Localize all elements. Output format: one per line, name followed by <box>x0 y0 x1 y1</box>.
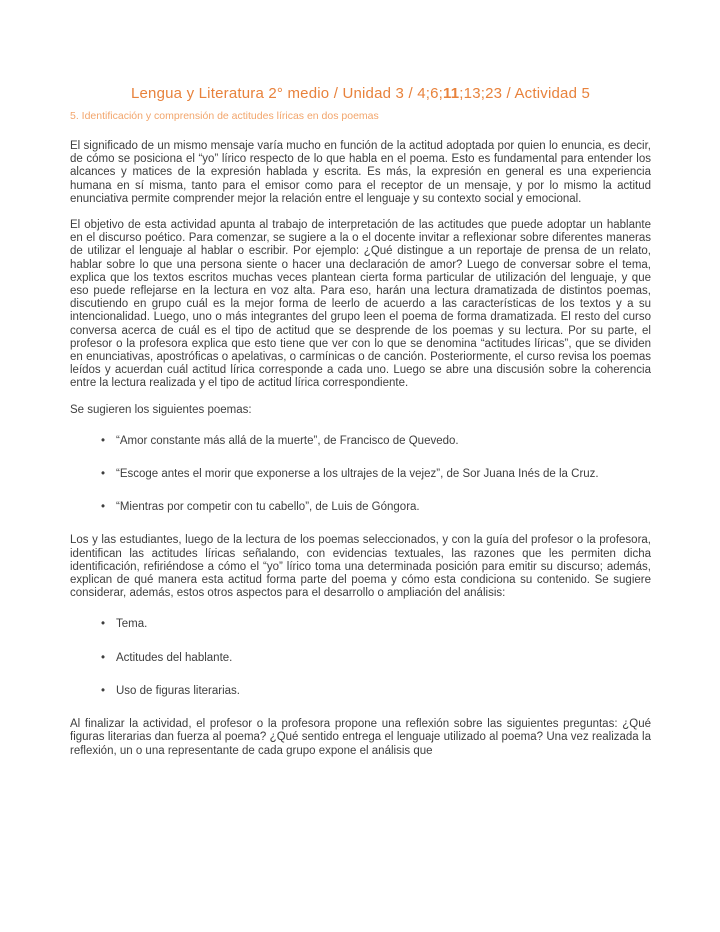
document-body <box>70 140 651 758</box>
closing-paragraph: Al finalizar la actividad, el profesor o la profesora propone una reflexión sobre las siguientes preguntas: ¿Qué figuras literarias dan fuerza al poema? ¿Qué sentido entrega el lenguaje utilizado al poema? Una vez realizada la reflexión, un o una representante de cada grupo expone el análisis que <box>70 718 651 757</box>
poems-list <box>70 435 651 515</box>
poem-item: • “Amor constante más allá de la muerte”, de Francisco de Quevedo. <box>100 435 651 448</box>
poem-item: • “Escoge antes el morir que exponerse a los ultrajes de la vejez”, de Sor Juana Inés de la Cruz. <box>100 468 651 481</box>
page-title-prefix: Lengua y Literatura 2° medio / Unidad 3 / 4;6; <box>130 85 444 102</box>
aspect-item: • Actitudes del hablante. <box>100 652 651 665</box>
analysis-aspects-list <box>70 618 651 698</box>
page-title <box>70 84 651 103</box>
students-task-paragraph: Los y las estudiantes, luego de la lectura de los poemas seleccionados, y con la guía del profesor o la profesora, identifican las actitudes líricas señalando, con evidencias textuales, las razones que les permiten dicha identificación, refiriéndose a cómo el “yo” lírico toma una determinada posición para emitir su discurso; además, explican de qué manera esta actitud forma parte del poema y cómo esta condiciona su contenido. Se sugiere considerar, además, estos otros aspectos para el desarrollo o ampliación del análisis: <box>70 534 651 600</box>
objective-paragraph: El objetivo de esta actividad apunta al trabajo de interpretación de las actitudes que puede adoptar un hablante en el discurso poético. Para comenzar, se sugiere a la o el docente invitar a reflexionar sobre diferentes maneras de utilizar el lenguaje al hablar o escribir. Por ejemplo: ¿Qué distingue a un reportaje de prensa de un relato, hablar sobre lo que una persona siente o hacer una declaración de amor? Luego de conversar sobre el tema, explica que los textos escritos muchas veces plantean cierta forma particular de utilización del lenguaje, y que eso puede reflejarse en la lectura en voz alta. Para eso, harán una lectura dramatizada de distintos poemas, discutiendo en grupo cuál es la mejor forma de leerlo de acuerdo a las características de los textos y a su intencionalidad. Luego, uno o más integrantes del grupo leen el poema de forma dramatizada. El resto del curso conversa acerca de cuál es el tipo de actitud que se desprende de los poemas y su lectura. Por su parte, el profesor o la profesora explica que esto tiene que ver con lo que se denomina “actitudes líricas”, que se dividen en enunciativas, apostróficas o apelativas, o carmínicas o de canción. Posteriormente, el curso revisa los poemas leídos y acuerdan cuál actitud lírica corresponde a cada uno. Luego se abre una discusión sobre la coherencia entre la lectura realizada y el tipo de actitud lírica correspondiente. <box>70 219 651 390</box>
aspect-item: • Tema. <box>100 618 651 631</box>
activity-subtitle: 5. Identificación y comprensión de actitudes líricas en dos poemas <box>70 110 379 122</box>
page-title-suffix: ;13;23 / Actividad 5 <box>459 85 591 102</box>
intro-paragraph: El significado de un mismo mensaje varía mucho en función de la actitud adoptada por quien lo enuncia, es decir, de cómo se posiciona el “yo” lírico respecto de lo que habla en el poema. Esto es fundamental para entender los alcances y matices de la expresión hablada y escrita. Es más, la expresión en general es una experiencia humana en sí misma, tanto para el emisor como para el receptor de un mensaje, y por lo mismo la actitud enunciativa permite comprender mejor la relación entre el lenguaje y su contexto social y emocional. <box>70 140 651 205</box>
page-title-bold-segment: 11 <box>443 85 460 102</box>
aspect-item: • Uso de figuras literarias. <box>100 685 651 698</box>
poem-item: • “Mientras por competir con tu cabello”, de Luis de Góngora. <box>100 501 651 514</box>
suggested-poems-intro: Se sugieren los siguientes poemas: <box>70 403 252 416</box>
